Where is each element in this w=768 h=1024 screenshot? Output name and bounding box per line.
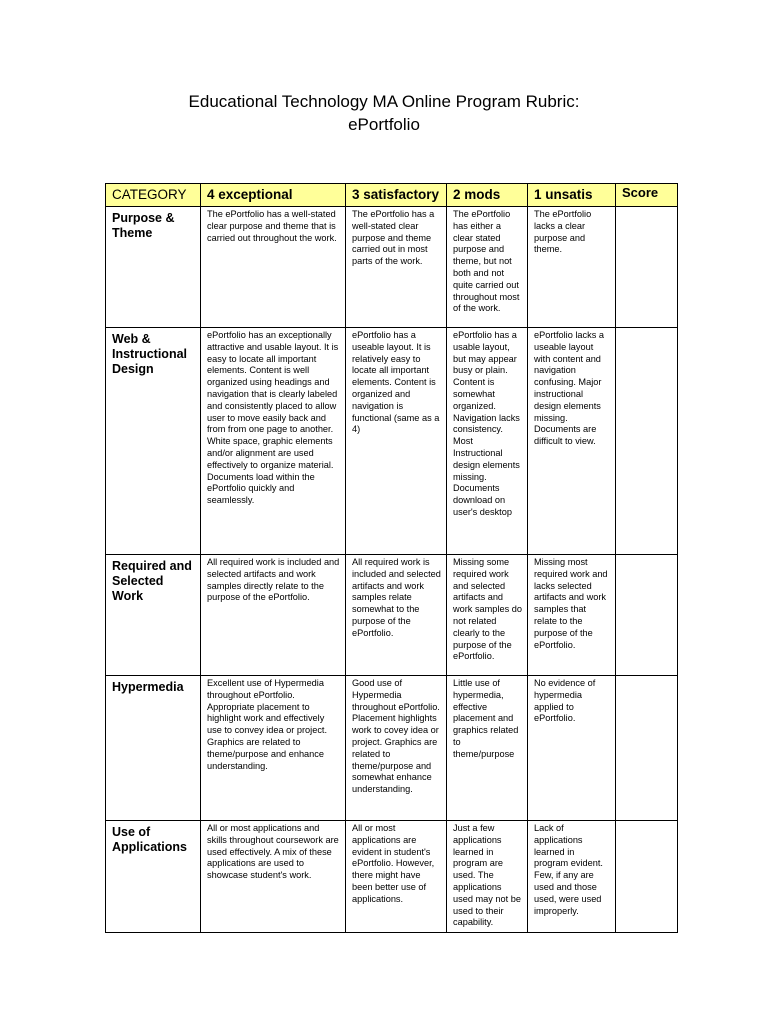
cell-exceptional: All or most applications and skills throughout coursework are used effectively. A mix of these applications are used to showcase student's work.	[201, 821, 346, 933]
rubric-table	[105, 183, 678, 933]
cell-exceptional: Excellent use of Hypermedia throughout ePortfolio. Appropriate placement to highlight work and effectively use to convey idea or project. Graphics are related to theme/purpose and enhance understanding.	[201, 676, 346, 821]
document-title	[0, 90, 768, 136]
title-line-1: Educational Technology MA Online Program Rubric:	[188, 92, 580, 111]
cell-score	[616, 821, 678, 933]
row-category: Use of Applications	[106, 821, 201, 933]
row-category: Hypermedia	[106, 676, 201, 821]
cell-exceptional: ePortfolio has an exceptionally attractive and usable layout. It is easy to locate all important elements. Content is well organized using headings and navigation that is clearly labeled and consistently placed to allow user to move easily back and from from one page to another. White space, graphic elements and/or alignment are used effectively to organize material. Documents load within the ePortfolio quickly and seamlessly.	[201, 328, 346, 555]
header-unsatis: 1 unsatis	[528, 184, 616, 207]
cell-satisfactory: ePortfolio has a useable layout. It is relatively easy to locate all important elements. Content is organized and navigation is functional (same as a 4)	[346, 328, 447, 555]
cell-unsatis: The ePortfolio lacks a clear purpose and theme.	[528, 207, 616, 328]
table-row	[106, 328, 678, 555]
cell-score	[616, 555, 678, 676]
cell-satisfactory: The ePortfolio has a well-stated clear purpose and theme carried out in most parts of the work.	[346, 207, 447, 328]
cell-exceptional: The ePortfolio has a well-stated clear purpose and theme that is carried out throughout the work.	[201, 207, 346, 328]
cell-mods: Missing some required work and selected artifacts and work samples do not related clearly to the purpose of the ePortfolio.	[447, 555, 528, 676]
table-row	[106, 555, 678, 676]
cell-satisfactory: All required work is included and selected artifacts and work samples relate somewhat to the purpose of the ePortfolio.	[346, 555, 447, 676]
cell-unsatis: Missing most required work and lacks selected artifacts and work samples that relate to the purpose of the ePortfolio.	[528, 555, 616, 676]
header-row	[106, 184, 678, 207]
cell-score	[616, 207, 678, 328]
cell-score	[616, 676, 678, 821]
cell-exceptional: All required work is included and selected artifacts and work samples directly relate to the purpose of the ePortfolio.	[201, 555, 346, 676]
header-mods: 2 mods	[447, 184, 528, 207]
header-exceptional: 4 exceptional	[201, 184, 346, 207]
cell-mods: ePortfolio has a usable layout, but may appear busy or plain. Content is somewhat organized. Navigation lacks consistency. Most Instructional design elements missing. Documents download on user's desktop	[447, 328, 528, 555]
cell-mods: The ePortfolio has either a clear stated purpose and theme, but not both and not quite carried out throughout most of the work.	[447, 207, 528, 328]
title-line-2: ePortfolio	[348, 115, 420, 134]
cell-unsatis: Lack of applications learned in program evident. Few, if any are used and those used, were used improperly.	[528, 821, 616, 933]
cell-unsatis: No evidence of hypermedia applied to ePortfolio.	[528, 676, 616, 821]
row-category: Purpose & Theme	[106, 207, 201, 328]
cell-mods: Just a few applications learned in program are used. The applications used may not be used to their capability.	[447, 821, 528, 933]
row-category: Web & Instructional Design	[106, 328, 201, 555]
cell-score	[616, 328, 678, 555]
cell-satisfactory: Good use of Hypermedia throughout ePortfolio. Placement highlights work to covey idea or project. Graphics are related to theme/purpose and somewhat enhance understanding.	[346, 676, 447, 821]
cell-mods: Little use of hypermedia, effective placement and graphics related to theme/purpose	[447, 676, 528, 821]
header-category: CATEGORY	[106, 184, 201, 207]
row-category: Required and Selected Work	[106, 555, 201, 676]
table-row	[106, 676, 678, 821]
header-score: Score	[616, 184, 678, 207]
cell-satisfactory: All or most applications are evident in student's ePortfolio. However, there might have been better use of applications.	[346, 821, 447, 933]
header-satisfactory: 3 satisfactory	[346, 184, 447, 207]
table-row	[106, 821, 678, 933]
cell-unsatis: ePortfolio lacks a useable layout with content and navigation confusing. Major instructional design elements missing. Documents are difficult to view.	[528, 328, 616, 555]
table-row	[106, 207, 678, 328]
